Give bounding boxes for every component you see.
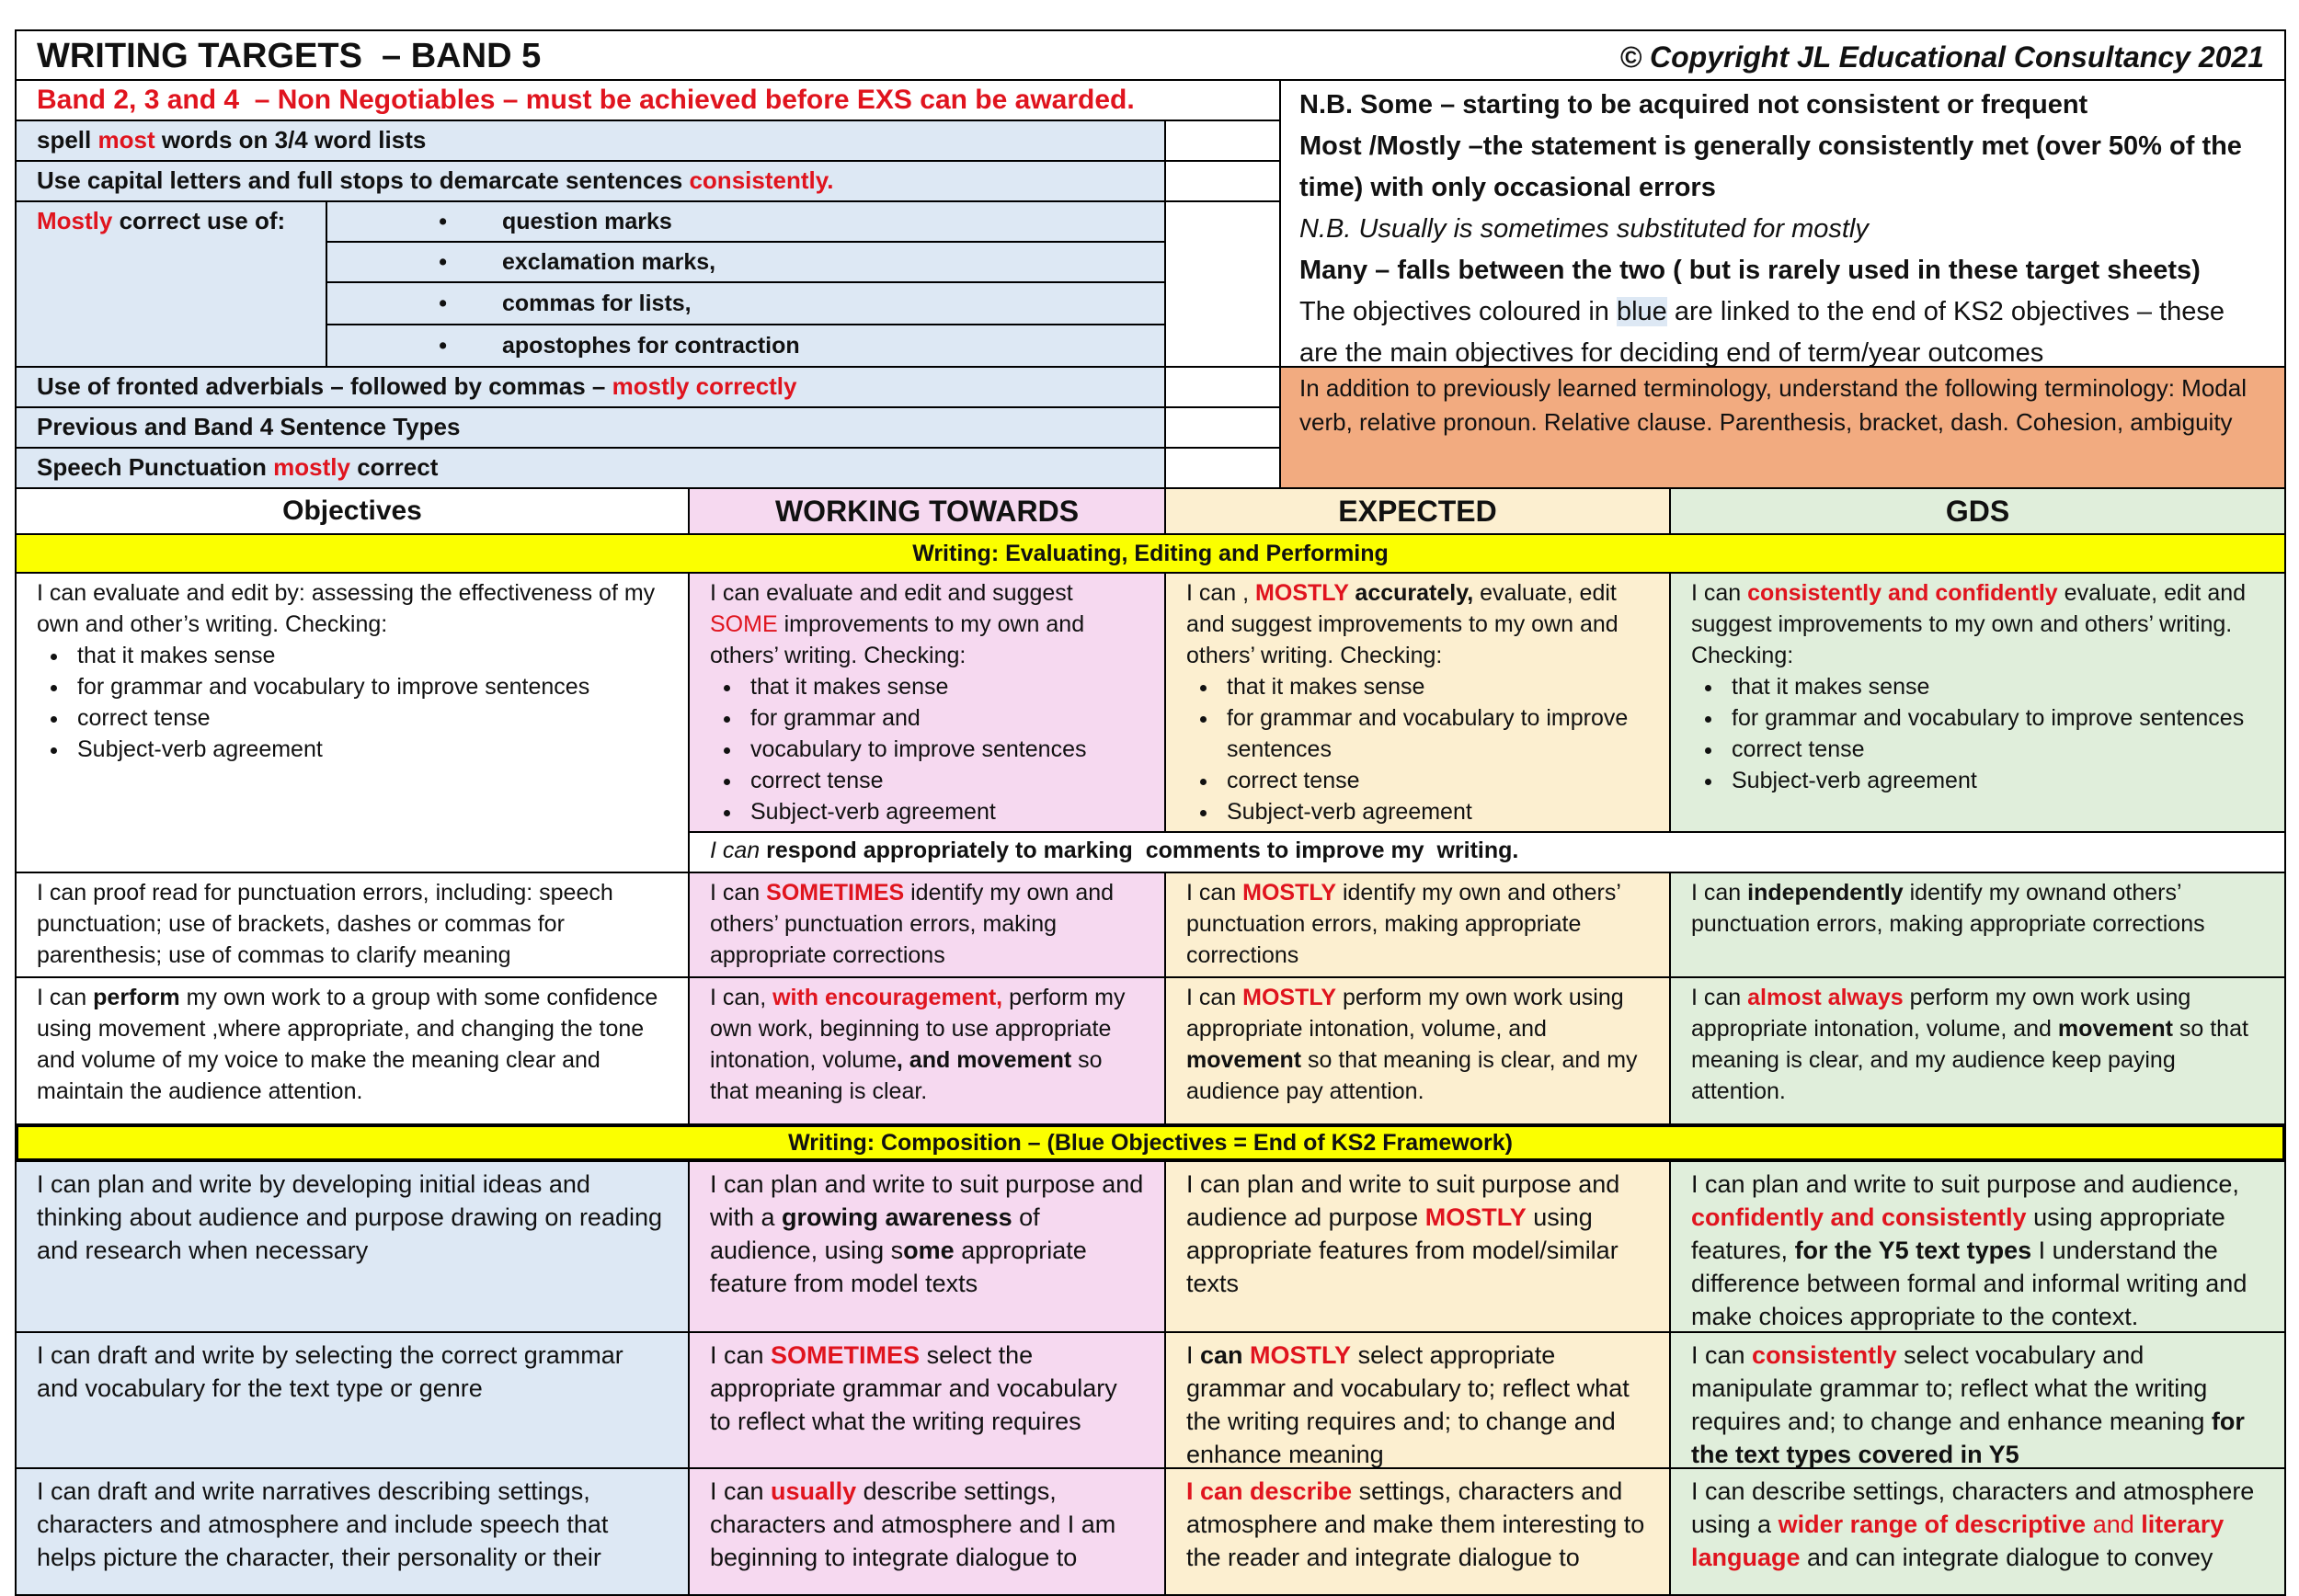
bullet-icon: • (439, 208, 447, 234)
expected-proof-read: I can MOSTLY identify my own and others’ punctuation errors, making appropriate corrections (1164, 872, 1671, 978)
respond-to-marking-row: I can respond appropriately to marking comments to improve my writing. (688, 831, 2286, 873)
punctuation-item: • question marks (326, 200, 1166, 243)
bullet-icon: • (439, 332, 447, 359)
punctuation-item: • commas for lists, (326, 281, 1166, 325)
spell-words-check (1164, 120, 1281, 162)
notes-panel: N.B. Some – starting to be acquired not consistent or frequent Most /Mostly –the statement is generally consistently met (over 50% of the time) with only occasional errors N.B. Usually is sometimes substituted for mostly Many – falls between the two ( but is rarely used in these target sheets) The objectives coloured in blue are linked to the end of KS2 objectives – these are the main objectives for deciding end of term/year outcomes (1279, 79, 2286, 368)
bullet-icon: • (439, 290, 447, 316)
capital-letters-check (1164, 160, 1281, 202)
bullet-icon: • (439, 248, 447, 275)
objective-evaluate-edit: I can evaluate and edit by: assessing the effectiveness of my own and other’s writing. Checking: • that it makes sense • for grammar and vocabulary to improve sentences • correct tense • Subject-verb agreement (15, 572, 690, 873)
column-header-expected: EXPECTED (1164, 487, 1671, 535)
gds-proof-read: I can independently identify my ownand others’ punctuation errors, making appropriate corrections (1669, 872, 2286, 978)
capital-letters-row: Use capital letters and full stops to demarcate sentences consistently. (15, 160, 1166, 202)
objective-plan-write: I can plan and write by developing initial ideas and thinking about audience and purpose drawing on reading and research when necessary (15, 1160, 690, 1333)
gds-draft-narratives: I can describe settings, characters and atmosphere using a wider range of descriptive and literary language and can integrate dialogue to convey (1669, 1467, 2286, 1596)
fronted-adverbials-row: Use of fronted adverbials – followed by commas – mostly correctly (15, 366, 1166, 408)
gds-plan-write: I can plan and write to suit purpose and audience, confidently and consistently using appropriate features, for the Y5 text types I understand the difference between formal and informal writing and make choices appropriate to the context. (1669, 1160, 2286, 1333)
copyright-notice: © Copyright JL Educational Consultancy 2021 (1619, 40, 2264, 74)
working-towards-perform: I can, with encouragement, perform my own work, beginning to use appropriate intonation, volume, and movement so that meaning is clear. (688, 976, 1166, 1125)
sentence-types-check (1164, 406, 1281, 449)
expected-draft-grammar: I can MOSTLY select appropriate grammar and vocabulary to; reflect what the writing requires and; to change and enhance meaning (1164, 1331, 1671, 1469)
objective-perform: I can perform my own work to a group with some confidence using movement ,where appropriate, and changing the tone and volume of my voice to make the meaning clear and maintain the audience attention. (15, 976, 690, 1125)
expected-evaluate-edit: I can , MOSTLY accurately, evaluate, edit and suggest improvements to my own and others’ writing. Checking: • that it makes sense • for grammar and vocabulary to improve sentences • correct tense • Subject-verb agreement (1164, 572, 1671, 833)
section-header-evaluating: Writing: Evaluating, Editing and Performing (15, 533, 2286, 574)
working-towards-plan-write: I can plan and write to suit purpose and with a growing awareness of audience, using some appropriate feature from model texts (688, 1160, 1166, 1333)
working-towards-draft-narratives: I can usually describe settings, characters and atmosphere and I am beginning to integrate dialogue to (688, 1467, 1166, 1596)
column-header-objectives: Objectives (15, 487, 690, 535)
expected-draft-narratives: I can describe settings, characters and atmosphere and make them interesting to the reader and integrate dialogue to (1164, 1467, 1671, 1596)
objective-proof-read: I can proof read for punctuation errors, including: speech punctuation; use of brackets, dashes or commas for parenthesis; use of commas to clarify meaning (15, 872, 690, 978)
non-negotiables-heading: Band 2, 3 and 4 – Non Negotiables – must be achieved before EXS can be awarded. (15, 79, 1281, 121)
page-title: WRITING TARGETS – BAND 5 (37, 37, 542, 75)
speech-punctuation-row: Speech Punctuation mostly correct (15, 447, 1166, 489)
punctuation-item: • exclamation marks, (326, 241, 1166, 283)
working-towards-evaluate-edit: I can evaluate and edit and suggest SOME improvements to my own and others’ writing. Checking: • that it makes sense • for grammar and • vocabulary to improve sentences • correct tense • Subject-verb agreement (688, 572, 1166, 833)
punctuation-check (1164, 200, 1281, 368)
sentence-types-row: Previous and Band 4 Sentence Types (15, 406, 1166, 449)
gds-draft-grammar: I can consistently select vocabulary and manipulate grammar to; reflect what the writing requires and; to change and enhance meaning for the text types covered in Y5 (1669, 1331, 2286, 1469)
mostly-correct-use-label: Mostly correct use of: (15, 200, 327, 368)
section-header-composition: Writing: Composition – (Blue Objectives = End of KS2 Framework) (15, 1123, 2286, 1162)
spell-words-row: spell most words on 3/4 word lists (15, 120, 1166, 162)
terminology-panel: In addition to previously learned terminology, understand the following terminology: Modal verb, relative pronoun. Relative clause. Parenthesis, bracket, dash. Cohesion, ambiguity (1279, 366, 2286, 489)
objective-draft-grammar: I can draft and write by selecting the correct grammar and vocabulary for the text type or genre (15, 1331, 690, 1469)
gds-perform: I can almost always perform my own work using appropriate intonation, volume, and movement so that meaning is clear, and my audience keep paying attention. (1669, 976, 2286, 1125)
gds-evaluate-edit: I can consistently and confidently evaluate, edit and suggest improvements to my own and others’ writing. Checking: • that it makes sense • for grammar and vocabulary to improve sentences • correct tense • Subject-verb agreement (1669, 572, 2286, 833)
working-towards-proof-read: I can SOMETIMES identify my own and others’ punctuation errors, making appropriate corrections (688, 872, 1166, 978)
working-towards-draft-grammar: I can SOMETIMES select the appropriate grammar and vocabulary to reflect what the writing requires (688, 1331, 1166, 1469)
objective-draft-narratives: I can draft and write narratives describing settings, characters and atmosphere and include speech that helps picture the character, their personality or their (15, 1467, 690, 1596)
column-header-working-towards: WORKING TOWARDS (688, 487, 1166, 535)
title-bar (15, 29, 2286, 81)
column-header-gds: GDS (1669, 487, 2286, 535)
punctuation-item: • apostophes for contraction (326, 324, 1166, 368)
speech-punctuation-check (1164, 447, 1281, 489)
expected-plan-write: I can plan and write to suit purpose and audience ad purpose MOSTLY using appropriate features from model/similar texts (1164, 1160, 1671, 1333)
fronted-adverbials-check (1164, 366, 1281, 408)
expected-perform: I can MOSTLY perform my own work using appropriate intonation, volume, and movement so that meaning is clear, and my audience pay attention. (1164, 976, 1671, 1125)
